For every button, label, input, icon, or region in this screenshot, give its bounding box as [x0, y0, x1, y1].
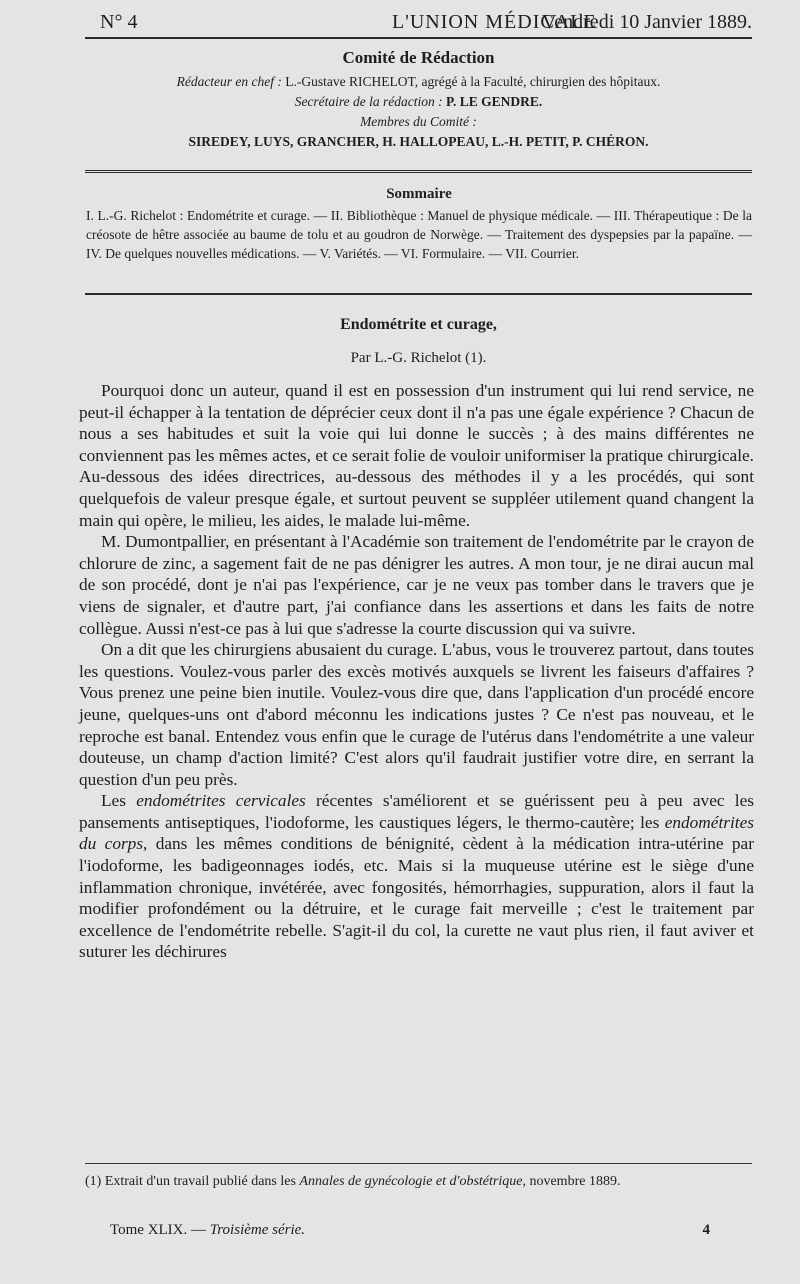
comite-rule: [85, 170, 752, 173]
paragraph-2: M. Dumontpallier, en présentant à l'Académie son traitement de l'endométrite par le crayon de chlorure de zinc, a sagement fait de ne pas dénigrer les autres. A mon tour, je ne dirai aucun mal de son procédé, dont je n'ai pas l'expérience, car je ne veux pas tomber dans le travers que je viens de signaler, et d'autre part, j'ai confiance dans les assertions et dans les faits de notre collègue. Aussi n'est-ce pas à lui que s'adresse la courte discussion qui va suivre.: [79, 532, 754, 638]
journal-title: L'UNION MÉDICALE: [392, 11, 597, 33]
page-number: 4: [702, 1222, 710, 1238]
footnote: [85, 1172, 752, 1191]
header-rule: [85, 37, 752, 39]
article-author: Par L.-G. Richelot (1).: [350, 350, 487, 366]
p4-text-b: récentes s'améliorent et se guérissent peu à peu avec les pansements antiseptiques, l'iodoforme, les caustiques légers, le thermo-cautère; les: [79, 791, 754, 832]
comite-title: Comité de Rédaction: [342, 48, 495, 67]
paragraph-4: [79, 790, 754, 963]
sommaire-block: [86, 186, 752, 263]
secretaire-line: [85, 92, 752, 112]
membres-line: [85, 132, 752, 152]
running-header: [60, 8, 752, 36]
p4-emphasis-1: endométrites cervicales: [136, 791, 306, 811]
membres-label-line: [85, 112, 752, 132]
footer-tome: Tome XLIX. —: [110, 1222, 210, 1238]
comite-block: [85, 48, 752, 152]
sommaire-rule: [85, 293, 752, 295]
redacteur-line: [85, 72, 752, 92]
membres-value: SIREDEY, LUYS, GRANCHER, H. HALLOPEAU, L.-H. PETIT, P. CHÉRON.: [188, 134, 649, 149]
p4-text-a: Les: [101, 791, 137, 811]
secretaire-value: P. LE GENDRE.: [446, 94, 543, 109]
footnote-text-a: (1) Extrait d'un travail publié dans les: [85, 1174, 300, 1189]
article-title: Endométrite et curage,: [340, 316, 497, 333]
paragraph-3: On a dit que les chirurgiens abusaient du curage. L'abus, vous le trouverez partout, dans toutes les questions. Voulez-vous parler des excès motivés auxquels se livrent les faiseurs d'affaires ? Vous prenez une peine bien inutile. Voulez-vous dire que, dans l'application d'un procédé encore jeune, quelques-uns ont d'abord méconnu les indications justes ? Ce n'est pas nouveau, et le reproche est banal. Entendez vous enfin que le curage de l'utérus dans l'endométrite a une valeur douteuse, un champ d'action limité? C'est alors qu'il faudrait justifier votre dire, en serrant la question d'un peu près.: [79, 640, 754, 789]
article-body: [79, 380, 754, 963]
footnote-text-b: , novembre 1889.: [522, 1174, 621, 1189]
secretaire-label: Secrétaire de la rédaction :: [294, 94, 443, 109]
p4-text-c: , dans les mêmes conditions de bénignité, cèdent à la médication intra-utérine par l'iodoforme, les badigeonnages iodés, etc. Mais si la muqueuse utérine est le siège d'une inflammation chronique, invétérée, avec fongosités, hémorrhagies, suppuration, alors il faut la modifier profondément ou la détruire, et le curage fait merveille ; c'est le traitement par excellence de l'endométrite rebelle. S'agit-il du col, la curette ne vaut plus rien, il faut aviver et suturer les déchirures: [79, 834, 754, 962]
sommaire-title: Sommaire: [386, 186, 452, 202]
issue-date: Vendredi 10 Janvier 1889.: [542, 11, 752, 33]
issue-number: N° 4: [100, 11, 138, 33]
footnote-journal: Annales de gynécologie et d'obstétrique: [299, 1174, 523, 1189]
page-footer: [110, 1222, 752, 1239]
p4-emphasis-2: endométrites du corps: [79, 812, 754, 854]
redacteur-value: L.-Gustave RICHELOT, agrégé à la Faculté, chirurgien des hôpitaux.: [285, 74, 661, 89]
redacteur-label: Rédacteur en chef :: [176, 74, 282, 89]
paragraph-1: Pourquoi donc un auteur, quand il est en possession d'un instrument qui lui rend service, ne peut-il échapper à la tentation de déprécier ceux dont il n'a pas une égale expérience ? Chacun de nous a ses habitudes et suit la voie qui lui donne le succès ; à des mains différentes ne conviennent pas les mêmes actes, et ce serait folie de vouloir uniformiser la pratique chirurgicale. Au-dessous des idées directrices, au-dessous des méthodes il y a les procédés, qui sont quelquefois de valeur presque égale, et surtout peuvent se suppléer utilement quand changent la main qui opère, le milieu, les aides, le malade lui-même.: [79, 381, 754, 530]
membres-label: Membres du Comité :: [360, 114, 477, 129]
footnote-rule: [85, 1163, 752, 1164]
footer-serie: Troisième série.: [209, 1222, 306, 1238]
sommaire-text: I. L.-G. Richelot : Endométrite et curage. — II. Bibliothèque : Manuel de physique médicale. — III. Thérapeutique : De la créosote de hêtre associée au baume de tolu et au goudron de Norwège. — Traitement des dyspepsies par la papaïne. — IV. De quelques nouvelles médications. — V. Variétés. — VI. Formulaire. — VII. Courrier.: [86, 208, 752, 261]
